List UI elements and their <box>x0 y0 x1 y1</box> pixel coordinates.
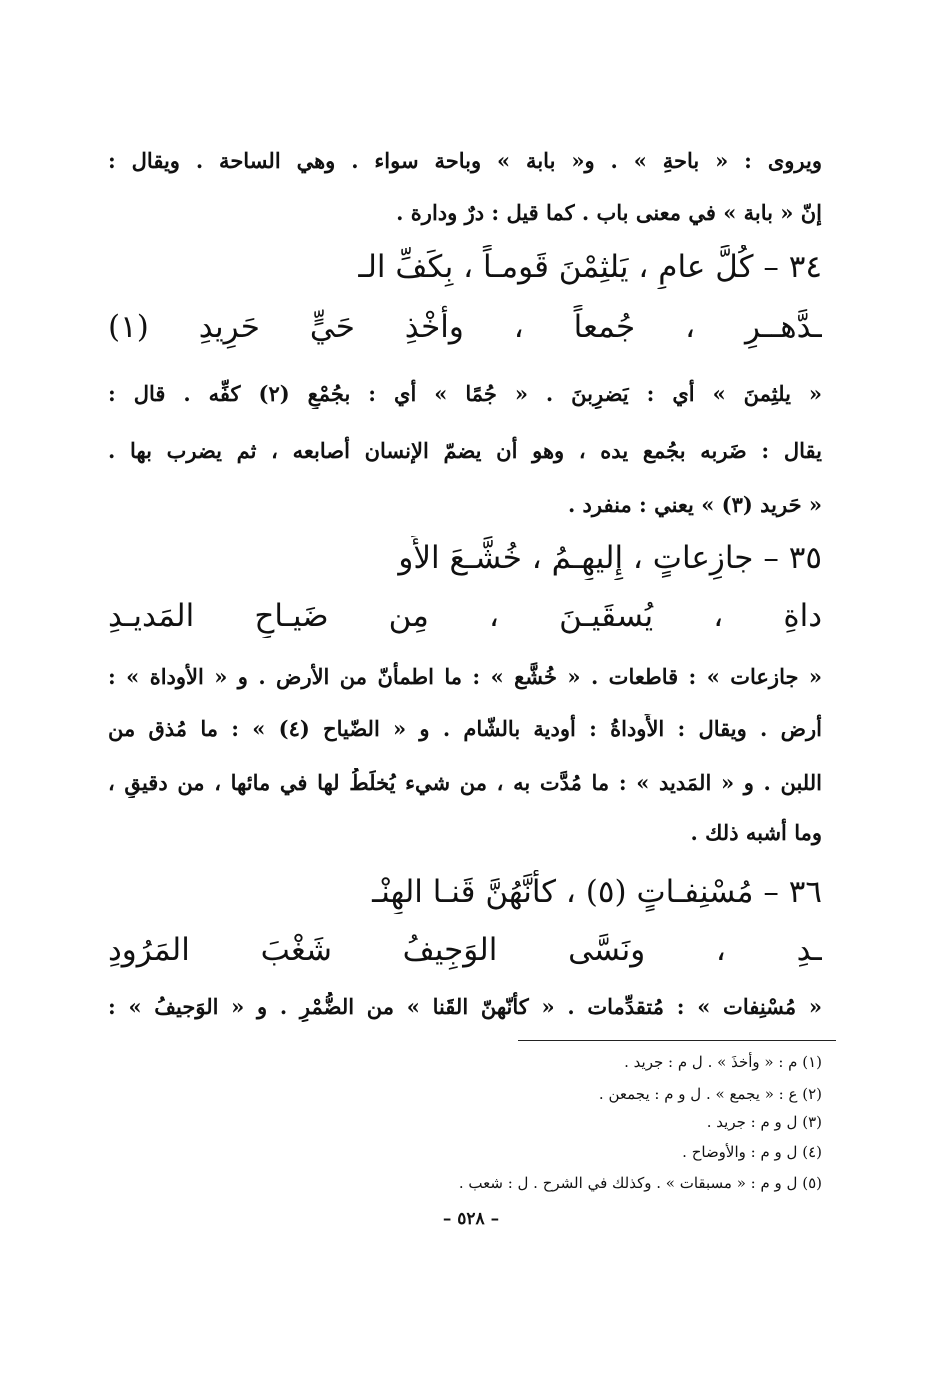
commentary-line: إنّ « بابة » في معنى باب . كما قيل : درٌ ودارة . <box>396 200 822 225</box>
verse-35-second-hemistich: داةِ ، يُسقَيـنَ ، مِن ضَيـاحِ المَديـدِ <box>108 598 822 634</box>
verse-34-second-hemistich: ـدَّهــرِ ، جُمعاً ، وأَخْذِ حَيٍّ حَرِيدِ (١) <box>108 309 822 345</box>
footnote-3: (٣) ل و م : جريد . <box>706 1113 822 1131</box>
commentary-line: « مُسْنِفات » : مُتقدِّمات . « كأنّهنّ القَنا » من الضُّمْرِ . و « الوَجيفُ » : <box>108 994 822 1019</box>
commentary-line: وما أشبه ذلك . <box>690 820 822 845</box>
footnote-2: (٢) ع : « يجمع » . ل و م : يجمعن . <box>598 1085 822 1103</box>
commentary-line: يقال : ضَربه بجُمع يده ، وهو أن يضمّ الإنسان أصابعه ، ثم يضرب بها . <box>108 438 822 463</box>
commentary-line: « يلثِمنَ » أي : يَضرِبنَ . « جُمًا » أي : بجُمْعِ (٢) كفِّه . قال : <box>108 381 822 406</box>
verse-36-first-hemistich: ٣٦ – مُسْنِفـاتٍ (٥) ، كأَنَّهُنَّ قَنـا الهِنْـ <box>372 874 822 910</box>
commentary-line: اللبن . و « المَديد » : ما مُدَّت به ، من شيء يُخلَطُ لها في مائها ، من دقيقٍ ، <box>108 770 822 795</box>
commentary-line: « جازعات » : قاطعات . « خُشَّع » : ما اطمأنّ من الأرض . و « الأوداة » : <box>108 664 822 689</box>
footnote-4: (٤) ل و م : والأوضاح . <box>682 1143 822 1161</box>
commentary-line: ويروى : « باحةِ » . و« بابة » وباحة سواء . وهي الساحة . ويقال : <box>108 148 822 173</box>
footnote-5: (٥) ل و م : « مسبقات » . وكذلك في الشرح . ل : شعب . <box>458 1174 822 1192</box>
commentary-line: « حَريد (٣) » يعني : منفرد . <box>567 492 822 517</box>
verse-35-first-hemistich: ٣٥ – جازِعاتٍ ، إِليهِـمُ ، خُشَّـعَ الأَو <box>398 540 822 576</box>
verse-34-first-hemistich: ٣٤ – كُلَّ عامٍ ، يَلثِمْنَ قَومـاً ، بِكَفِّ الـ <box>358 249 822 285</box>
footnote-separator <box>518 1040 836 1041</box>
verse-36-second-hemistich: ـدِ ، ونَسَّى الوَجِيفُ شَغْبَ المَرُودِ <box>108 932 822 968</box>
commentary-line: أرض . ويقال : الأَوداةُ : أودية بالشّام . و « الضّياح (٤) » : ما مُذق من <box>108 716 822 741</box>
page-number: – ٥٢٨ – <box>442 1209 500 1229</box>
footnote-1: (١) م : « وأخذَ » . ل م : جريد . <box>624 1053 822 1071</box>
